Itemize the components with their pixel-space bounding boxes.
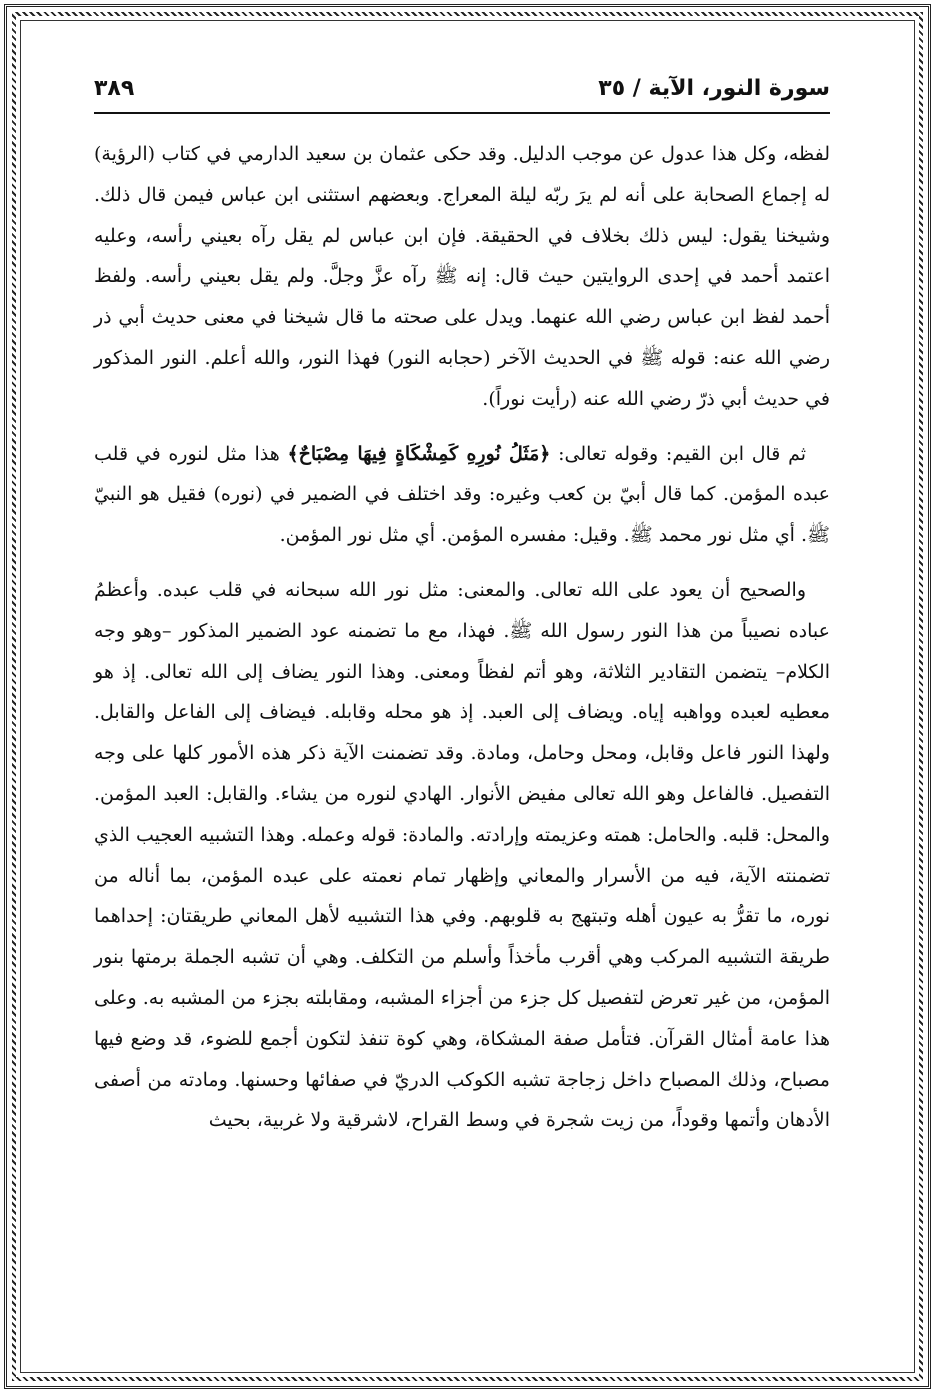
page-body: [94, 134, 830, 1155]
paragraph-2: [94, 434, 830, 556]
page-header: [94, 70, 830, 114]
running-title: سورة النور، الآية / ٣٥: [598, 76, 830, 101]
quran-verse: ﴿مَثَلُ نُورِهِ كَمِشْكَاةٍ فِيهَا مِصْبَاحٌ﴾: [287, 442, 551, 465]
paragraph-3: والصحيح أن يعود على الله تعالى. والمعنى: مثل نور الله سبحانه في قلب عبده. وأعظمُ عباده نصيباً من هذا النور رسول الله ﷺ. فهذا، مع ما تضمنه عود الضمير المذكور –وهو وجه الكلام– يتضمن التقادير الثلاثة، وهو أتم لفظاً ومعنى. وهذا النور يضاف إلى الله تعالى. إذ هو معطيه لعبده وواهبه إياه. ويضاف إلى العبد. إذ هو محله وقابله. فيضاف إلى الفاعل والقابل. ولهذا النور فاعل وقابل، ومحل وحامل، ومادة. وقد تضمنت الآية ذكر هذه الأمور كلها على وجه التفصيل. فالفاعل وهو الله تعالى مفيض الأنوار. الهادي لنوره من يشاء. والقابل: العبد المؤمن. والمحل: قلبه. والحامل: همته وعزيمته وإرادته. والمادة: قوله وعمله. وهذا التشبيه العجيب الذي تضمنته الآية، فيه من الأسرار والمعاني وإظهار تمام نعمته على عبده المؤمن، بما أناله من نوره، ما تقرُّ به عيون أهله وتبتهج به قلوبهم. وفي هذا التشبيه لأهل المعاني طريقتان: إحداهما طريقة التشبيه المركب وهي أقرب مأخذاً وأسلم من التكلف. وهي أن تشبه الجملة برمتها بنور المؤمن، من غير تعرض لتفصيل كل جزء من أجزاء المشبه، ومقابلته بجزء من المشبه به. وعلى هذا عامة أمثال القرآن. فتأمل صفة المشكاة، وهي كوة تنفذ لتكون أجمع للضوء، قد وضع فيها مصباح، وذلك المصباح داخل زجاجة تشبه الكوكب الدريّ في صفائها وحسنها. ومادته من أصفى الأدهان وأتمها وقوداً، من زيت شجرة في وسط القراح، لاشرقية ولا غربية، بحيث: [94, 578, 830, 1132]
paragraph-1: لفظه، وكل هذا عدول عن موجب الدليل. وقد حكى عثمان بن سعيد الدارمي في كتاب (الرؤية) له إجماع الصحابة على أنه لم يرَ ربّه ليلة المعراج. وبعضهم استثنى ابن عباس فيمن قال ذلك. وشيخنا يقول: ليس ذلك بخلاف في الحقيقة. فإن ابن عباس لم يقل رآه بعيني رأسه، وعليه اعتمد أحمد في إحدى الروايتين حيث قال: إنه ﷺ رآه عزَّ وجلَّ. ولم يقل بعيني رأسه. ولفظ أحمد لفظ ابن عباس رضي الله عنهما. ويدل على صحته ما قال شيخنا في معنى حديث أبي ذر رضي الله عنه: قوله ﷺ في الحديث الآخر (حجابه النور) فهذا النور، والله أعلم. النور المذكور في حديث أبي ذرّ رضي الله عنه (رأيت نوراً).: [94, 143, 830, 410]
paragraph-2-rest: هذا مثل لنوره في قلب عبده المؤمن. كما قال أبيّ بن كعب وغيره: وقد اختلف في الضمير في (نوره) فقيل هو النبيّ ﷺ. أي مثل نور محمد ﷺ. وقيل: مفسره المؤمن. أي مثل نور المؤمن.: [94, 442, 830, 547]
paragraph-2-lead: ثم قال ابن القيم: وقوله تعالى:: [550, 442, 807, 465]
header-rule: [94, 112, 830, 114]
page-number: ٣٨٩: [94, 76, 135, 101]
